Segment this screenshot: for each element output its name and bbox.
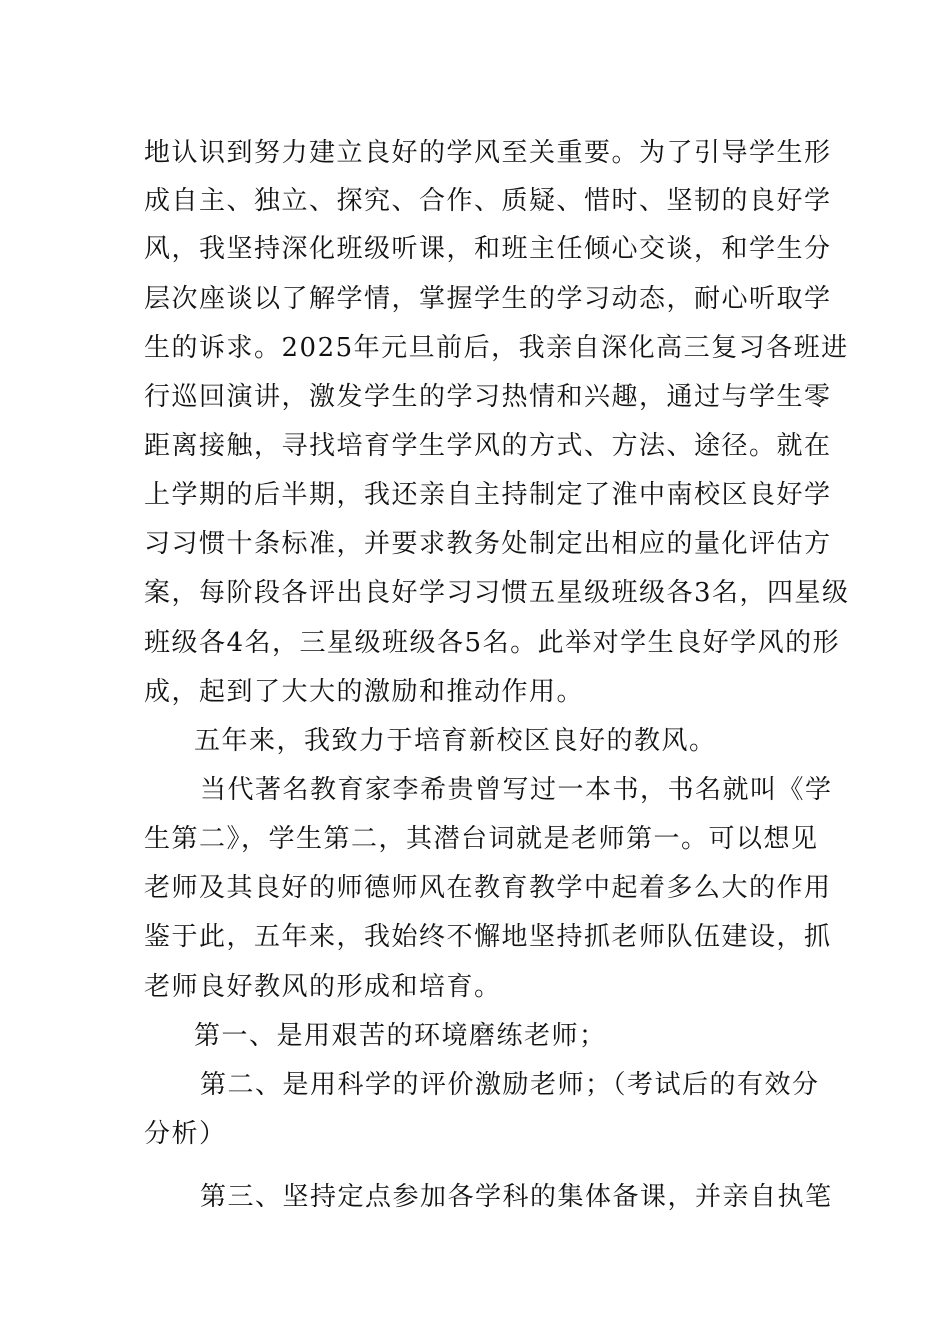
text-line-10: 案，每阶段各评出良好学习习惯五星级班级各3名，四星级	[144, 578, 850, 608]
text-line-12: 成，起到了大大的激励和推动作用。	[144, 677, 585, 707]
text-line-19: 第一、是用艰苦的环境磨练老师；	[194, 1021, 607, 1051]
text-line-22: 第三、坚持定点参加各学科的集体备课，并亲自执笔	[200, 1182, 833, 1212]
text-line-14: 当代著名教育家李希贵曾写过一本书，书名就叫《学	[200, 775, 833, 805]
text-line-4: 层次座谈以了解学情，掌握学生的学习动态，耐心听取学	[144, 284, 832, 314]
text-line-15: 生第二》，学生第二，其潜台词就是老师第一。可以想见	[144, 824, 819, 854]
text-line-7: 距离接触，寻找培育学生学风的方式、方法、途径。就在	[144, 431, 832, 461]
text-line-5: 生的诉求。2025年元旦前后，我亲自深化高三复习各班进	[144, 333, 849, 363]
text-line-3: 风，我坚持深化班级听课，和班主任倾心交谈，和学生分	[144, 234, 832, 264]
text-line-1: 地认识到努力建立良好的学风至关重要。为了引导学生形	[144, 138, 832, 168]
text-line-20: 第二、是用科学的评价激励老师；（考试后的有效分	[200, 1070, 820, 1100]
text-line-2: 成自主、独立、探究、合作、质疑、惜时、坚韧的良好学	[144, 186, 832, 216]
text-line-11: 班级各4名，三星级班级各5名。此举对学生良好学风的形	[144, 628, 841, 658]
text-line-18: 老师良好教风的形成和培育。	[144, 972, 502, 1002]
text-line-13: 五年来，我致力于培育新校区良好的教风。	[194, 726, 717, 756]
text-line-8: 上学期的后半期，我还亲自主持制定了淮中南校区良好学	[144, 480, 832, 510]
text-line-16: 老师及其良好的师德师风在教育教学中起着多么大的作用	[144, 873, 832, 903]
text-line-6: 行巡回演讲，激发学生的学习热情和兴趣，通过与学生零	[144, 382, 832, 412]
text-line-21: 分析）	[144, 1119, 227, 1149]
text-line-17: 鉴于此，五年来，我始终不懈地坚持抓老师队伍建设，抓	[144, 922, 832, 952]
text-line-9: 习习惯十条标准，并要求教务处制定出相应的量化评估方	[144, 529, 832, 559]
